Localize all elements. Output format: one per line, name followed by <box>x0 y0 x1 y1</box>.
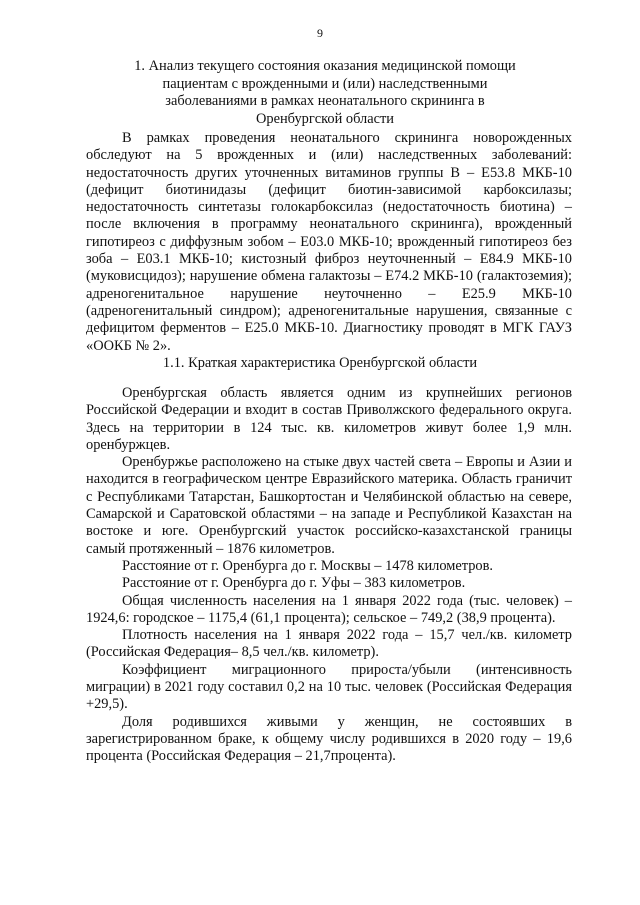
paragraph-distance-moscow: Расстояние от г. Оренбурга до г. Москвы – 1478 километров. <box>122 557 494 574</box>
intro-paragraph: В рамках проведения неонатального скрининга новорожденных обследуют на 5 врожденных и (или) наследственных заболеваний: недостаточность других уточненных витаминов группы В – Е53.8 МКБ-10 (дефицит биотинидазы (дефицит биотин-зависимой карбоксилазы; недостаточность синтетазы голокарбоксилаз (недостаточность биотина) – после включения в программу неонатального скрининга), врожденный гипотиреоз с диффузным зобом – Е03.0 МКБ-10; врожденный гипотиреоз без зоба – Е03.1 МКБ-10; кистозный фиброз неуточненный – Е84.9 МКБ-10 (муковисцидоз); нарушение обмена галактозы – Е74.2 МКБ-10 (галактоземия); адреногенитальное нарушение неуточненно – Е25.9 МКБ-10 (адреногенитальный синдром); адреногенитальные нарушения, связанные с дефицитом ферментов – Е25.0 МКБ-10. Диагностику проводят в МГК ГАУЗ «ООКБ № 2». <box>86 130 572 354</box>
region-description <box>86 385 572 766</box>
subsection-heading: 1.1. Краткая характеристика Оренбургской области <box>162 355 478 371</box>
page-number: 9 <box>317 26 323 40</box>
paragraph-distance-ufa: Расстояние от г. Оренбурга до г. Уфы – 383 километров. <box>122 575 466 592</box>
paragraph-births: Доля родившихся живыми у женщин, не состоявших в зарегистрированном браке, к общему числу родившихся в 2020 году – 19,6 процента (Российская Федерация – 21,7процента). <box>86 713 572 765</box>
paragraph-density: Плотность населения на 1 января 2022 года – 15,7 чел./кв. километр (Российская Федерация– 8,5 чел./кв. километр). <box>86 627 572 661</box>
paragraph-population: Общая численность населения на 1 января 2022 года (тыс. человек) – 1924,6: городское – 1175,4 (61,1 процента); сельское – 749,2 (38,9 процента). <box>86 592 572 626</box>
section-heading: 1. Анализ текущего состояния оказания медицинской помощи пациентам с врожденными и (или) наследственными заболеваниями в рамках неонатального скрининга в Оренбургской области <box>134 58 516 127</box>
paragraph-migration: Коэффициент миграционного прироста/убыли (интенсивность миграции) в 2021 году составил 0,2 на 10 тыс. человек (Российская Федерация +29,5). <box>86 661 572 713</box>
intro-block <box>86 130 572 355</box>
paragraph-geography: Оренбуржье расположено на стыке двух частей света – Европы и Азии и находится в географическом центре Евразийского материка. Область граничит с Республиками Татарстан, Башкортостан и Челябинской областью на севере, Самарской и Саратовской областями – на западе и Республикой Казахстан на востоке и юге. Оренбургский участок российско-казахстанской границы самый протяженный – 1876 километров. <box>86 454 572 557</box>
paragraph-region-overview: Оренбургская область является одним из крупнейших регионов Российской Федерации и входит в состав Приволжского федерального округа. Здесь на территории в 124 тыс. кв. километров живут более 1,9 млн. оренбуржцев. <box>86 385 572 453</box>
